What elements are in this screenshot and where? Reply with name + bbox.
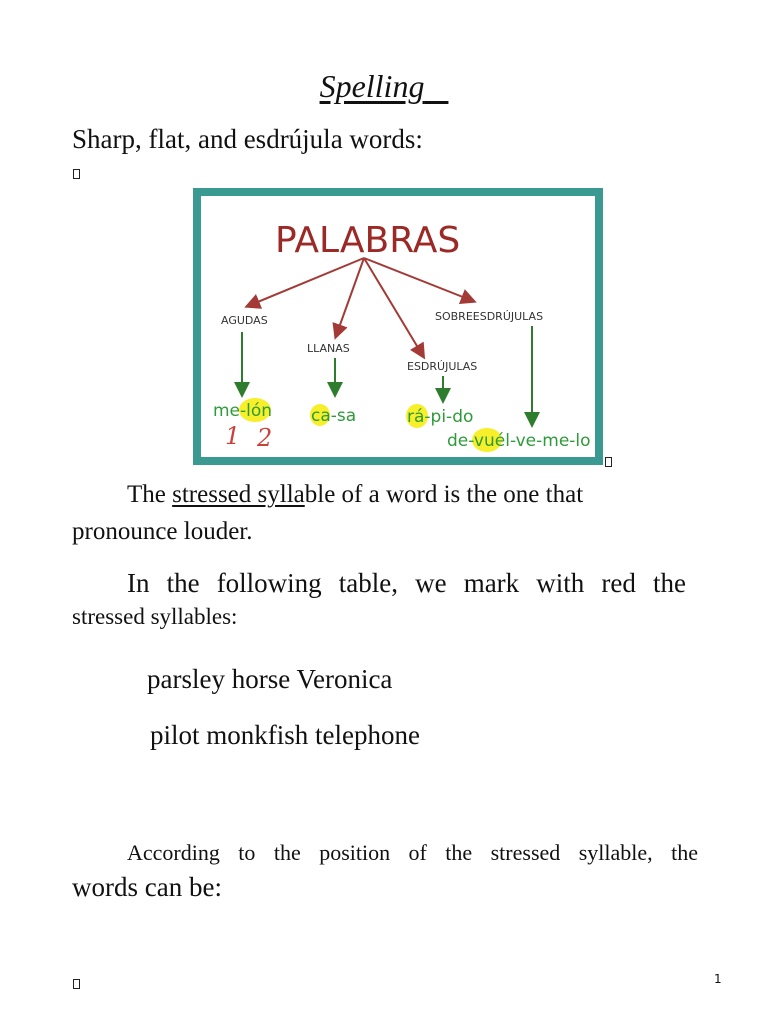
p3-line1: According to the position of the stressed syllable, the	[127, 840, 698, 865]
missing-glyph-icon	[73, 976, 80, 994]
category-llanas: LLANAS	[307, 342, 350, 355]
page-number: 1	[714, 972, 722, 986]
section-heading: Sharp, flat, and esdrújula words:	[72, 124, 423, 154]
diagram-heading: PALABRAS	[275, 220, 461, 261]
missing-glyph-icon	[73, 166, 80, 184]
category-agudas: AGUDAS	[221, 314, 268, 327]
handwritten-2: 2	[257, 424, 273, 452]
paragraph-classification	[72, 840, 698, 903]
p3-line2: words can be:	[72, 872, 222, 902]
paragraph-table-intro	[72, 565, 686, 632]
handwritten-1: 1	[225, 422, 241, 450]
category-esdrujulas: ESDRÚJULAS	[407, 360, 478, 373]
example-casa: ca-sa	[311, 406, 357, 426]
category-sobreesdrujulas: SOBREESDRÚJULAS	[435, 310, 544, 323]
red-arrows	[248, 258, 473, 356]
example-words-row-1: parsley horse Veronica	[147, 664, 393, 694]
diagram-canvas	[201, 196, 595, 457]
word-types-diagram	[193, 188, 603, 465]
p2-line1: In the following table, we mark with red the	[127, 568, 686, 598]
p1-line2: pronounce louder.	[72, 518, 253, 545]
p1-line1: The stressed syllable of a word is the one that	[127, 481, 584, 508]
green-arrows	[242, 326, 532, 424]
p2-line2: stressed syllables:	[72, 604, 238, 629]
paragraph-stressed-syllable	[72, 476, 668, 550]
missing-glyph-icon	[605, 454, 612, 472]
example-rapido: rá-pi-do	[407, 407, 474, 427]
example-words-row-2: pilot monkfish telephone	[150, 720, 420, 750]
document-title: Spelling	[319, 68, 425, 104]
example-devuelvemelo: de-vuél-ve-me-lo	[447, 431, 591, 451]
example-melon: me-lón	[213, 401, 273, 421]
